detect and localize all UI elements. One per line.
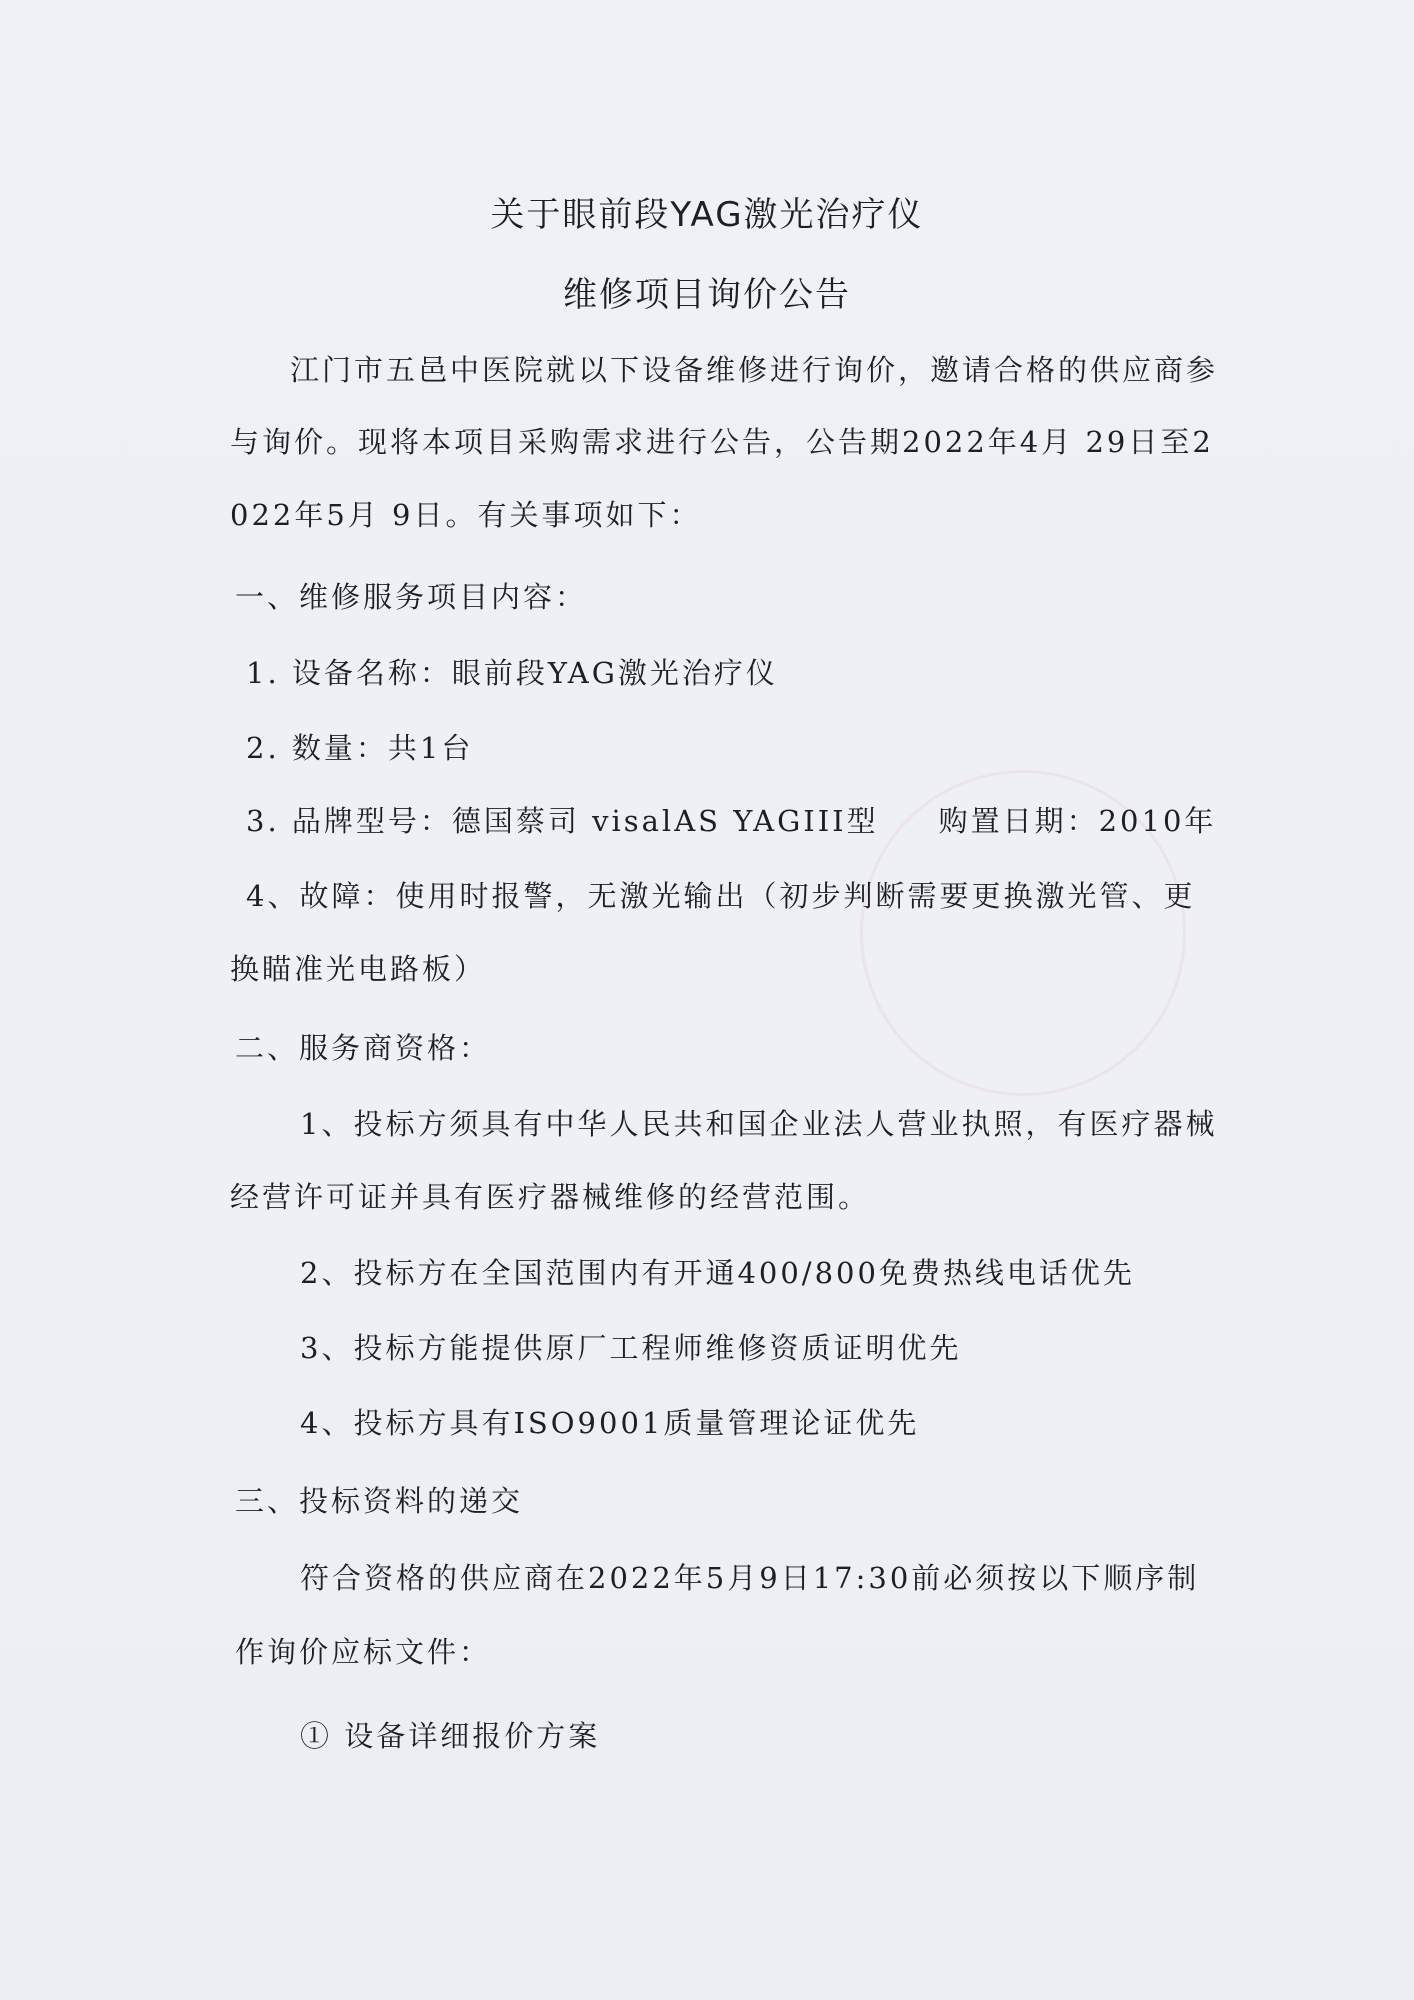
section2-item3: 3、投标方能提供原厂工程师维修资质证明优先 <box>300 1331 962 1365</box>
section2-heading: 二、服务商资格： <box>235 1031 492 1065</box>
section3-heading: 三、投标资料的递交 <box>235 1484 524 1518</box>
section1-item2: 2. 数量：共1台 <box>246 731 474 765</box>
section2-item1-line1: 1、投标方须具有中华人民共和国企业法人营业执照，有医疗器械 <box>300 1107 1218 1141</box>
intro-line-1: 江门市五邑中医院就以下设备维修进行询价，邀请合格的供应商参 <box>290 353 1219 387</box>
section3-para-line2: 作询价应标文件： <box>235 1635 492 1669</box>
section1-heading: 一、维修服务项目内容： <box>235 580 588 614</box>
title-line-1: 关于眼前段YAG激光治疗仪 <box>490 195 924 235</box>
intro-line-2: 与询价。现将本项目采购需求进行公告，公告期2022年4月 29日至2 <box>230 425 1214 459</box>
section3-item1: ① 设备详细报价方案 <box>300 1719 601 1753</box>
purchase-date: 购置日期：2010年 <box>938 804 1217 838</box>
section2-item4: 4、投标方具有ISO9001质量管理论证优先 <box>300 1406 920 1440</box>
section2-item2: 2、投标方在全国范围内有开通400/800免费热线电话优先 <box>300 1256 1135 1290</box>
section1-item3 <box>0 791 1414 851</box>
intro-line-3: 022年5月 9日。有关事项如下： <box>230 498 702 532</box>
title-line-2: 维修项目询价公告 <box>563 275 851 315</box>
section1-item4-line1: 4、故障：使用时报警，无激光输出（初步判断需要更换激光管、更 <box>246 879 1196 913</box>
section1-item4-line2: 换瞄准光电路板） <box>230 952 487 986</box>
section3-para-line1: 符合资格的供应商在2022年5月9日17:30前必须按以下顺序制 <box>300 1561 1200 1595</box>
brand-model: 3. 品牌型号：德国蔡司 visalAS YAGIII型 <box>246 804 879 838</box>
section1-item1: 1. 设备名称：眼前段YAG激光治疗仪 <box>246 656 778 690</box>
section2-item1-line2: 经营许可证并具有医疗器械维修的经营范围。 <box>230 1180 871 1214</box>
